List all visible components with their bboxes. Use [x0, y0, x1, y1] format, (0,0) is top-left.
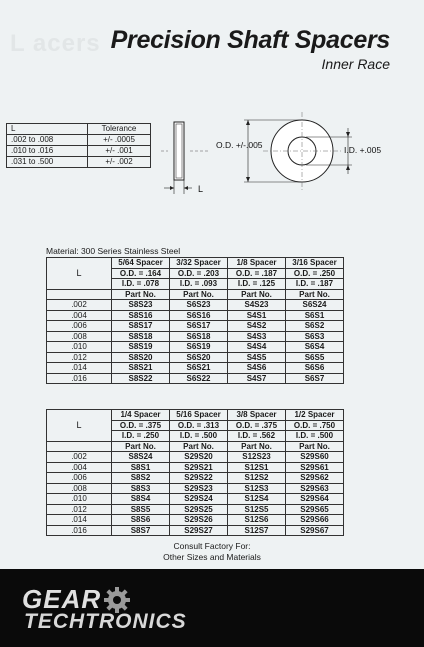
- table-row: [47, 483, 344, 494]
- part-number: S8S21: [112, 363, 170, 374]
- table-row: [47, 373, 344, 384]
- part-number: S6S17: [170, 321, 228, 332]
- od-value: O.D. = .313: [170, 420, 228, 431]
- part-number: S6S6: [286, 363, 344, 374]
- part-number: S29S67: [286, 525, 344, 536]
- part-number: S6S4: [286, 342, 344, 353]
- part-number: S6S18: [170, 331, 228, 342]
- part-number: S29S22: [170, 473, 228, 484]
- part-number: S29S26: [170, 515, 228, 526]
- part-number: S12S4: [228, 494, 286, 505]
- tolerance-value: +/- .002: [88, 157, 151, 168]
- part-number: S29S20: [170, 452, 228, 463]
- part-number: S29S66: [286, 515, 344, 526]
- table-row: [47, 310, 344, 321]
- part-number: S4S1: [228, 310, 286, 321]
- part-number: S8S24: [112, 452, 170, 463]
- part-number: S6S2: [286, 321, 344, 332]
- id-dimension-label: I.D. +.005: [344, 145, 382, 155]
- part-number: S6S5: [286, 352, 344, 363]
- tolerance-range: .031 to .500: [7, 157, 88, 168]
- part-no-header: Part No.: [228, 289, 286, 300]
- l-dimension-label: L: [198, 184, 204, 194]
- l-value: .012: [47, 352, 112, 363]
- tolerance-header-row: [7, 124, 151, 135]
- table-row: [47, 352, 344, 363]
- l-value: .010: [47, 342, 112, 353]
- part-number: S6S24: [286, 300, 344, 311]
- part-number: S6S1: [286, 310, 344, 321]
- consult-note: [0, 541, 424, 563]
- l-value: .008: [47, 331, 112, 342]
- part-number: S8S3: [112, 483, 170, 494]
- table-row: [47, 363, 344, 374]
- tolerance-row: [7, 157, 151, 168]
- part-number: S6S21: [170, 363, 228, 374]
- part-number: S8S1: [112, 462, 170, 473]
- part-number: S8S20: [112, 352, 170, 363]
- tolerance-header-l: L: [7, 124, 88, 135]
- part-number: S4S6: [228, 363, 286, 374]
- l-column-header: L: [47, 258, 112, 290]
- part-number: S29S64: [286, 494, 344, 505]
- spacer-size-header: 3/8 Spacer: [228, 410, 286, 421]
- part-number: S6S20: [170, 352, 228, 363]
- spacer-size-header: 1/2 Spacer: [286, 410, 344, 421]
- consult-line: Consult Factory For:: [173, 541, 251, 551]
- part-number: S4S4: [228, 342, 286, 353]
- od-value: O.D. = .250: [286, 268, 344, 279]
- spacer-table-1: [46, 257, 344, 384]
- od-value: O.D. = .375: [228, 420, 286, 431]
- l-value: .006: [47, 473, 112, 484]
- consult-line: Other Sizes and Materials: [163, 552, 261, 562]
- logo-techtronics-text: TECHTRONICS: [24, 610, 187, 633]
- part-number: S12S2: [228, 473, 286, 484]
- page-title: Precision Shaft Spacers: [110, 26, 390, 54]
- part-no-header: Part No.: [170, 289, 228, 300]
- od-dimension-label: O.D. +/-.005: [216, 140, 263, 150]
- tolerance-value: +/- .001: [88, 146, 151, 157]
- spacer-front-view: [216, 112, 381, 192]
- material-note: Material: 300 Series Stainless Steel: [46, 246, 181, 256]
- part-number: S4S2: [228, 321, 286, 332]
- od-value: O.D. = .164: [112, 268, 170, 279]
- tolerance-range: .010 to .016: [7, 146, 88, 157]
- part-number: S12S23: [228, 452, 286, 463]
- part-number: S6S22: [170, 373, 228, 384]
- part-number: S12S3: [228, 483, 286, 494]
- l-value: .012: [47, 504, 112, 515]
- tolerance-range: .002 to .008: [7, 135, 88, 146]
- part-number: S8S23: [112, 300, 170, 311]
- spacer-size-header: 1/8 Spacer: [228, 258, 286, 269]
- l-value: .004: [47, 310, 112, 321]
- part-number: S8S2: [112, 473, 170, 484]
- spacer-diagram: [160, 110, 410, 200]
- part-number: S8S17: [112, 321, 170, 332]
- part-number: S4S5: [228, 352, 286, 363]
- spacer-table-2: [46, 409, 344, 536]
- tolerance-table: [6, 123, 151, 168]
- l-column-header: L: [47, 410, 112, 442]
- part-number: S12S6: [228, 515, 286, 526]
- footer-banner: [0, 569, 424, 647]
- spacer-header-row: [47, 258, 344, 269]
- spacer-size-header: 5/16 Spacer: [170, 410, 228, 421]
- id-value: I.D. = .250: [112, 431, 170, 442]
- page-subtitle: Inner Race: [321, 56, 390, 72]
- l-value: .008: [47, 483, 112, 494]
- table-row: [47, 525, 344, 536]
- table-row: [47, 342, 344, 353]
- part-number: S4S23: [228, 300, 286, 311]
- part-number: S4S7: [228, 373, 286, 384]
- table-row: [47, 494, 344, 505]
- l-value: .014: [47, 515, 112, 526]
- table-row: [47, 462, 344, 473]
- tolerance-row: [7, 135, 151, 146]
- part-number: S8S7: [112, 525, 170, 536]
- part-number: S6S7: [286, 373, 344, 384]
- part-number: S29S65: [286, 504, 344, 515]
- tolerance-row: [7, 146, 151, 157]
- id-value: I.D. = .078: [112, 279, 170, 290]
- part-number: S12S7: [228, 525, 286, 536]
- table-row: [47, 321, 344, 332]
- empty-cell: [47, 441, 112, 452]
- part-number: S29S60: [286, 452, 344, 463]
- l-value: .006: [47, 321, 112, 332]
- spacer-size-header: 3/32 Spacer: [170, 258, 228, 269]
- od-value: O.D. = .187: [228, 268, 286, 279]
- part-number: S8S19: [112, 342, 170, 353]
- part-number: S29S25: [170, 504, 228, 515]
- table-row: [47, 504, 344, 515]
- part-number: S29S27: [170, 525, 228, 536]
- part-number: S8S5: [112, 504, 170, 515]
- l-value: .016: [47, 373, 112, 384]
- logo-gear-text: GEAR: [22, 584, 102, 614]
- l-value: .002: [47, 300, 112, 311]
- l-value: .010: [47, 494, 112, 505]
- id-value: I.D. = .562: [228, 431, 286, 442]
- part-number: S29S24: [170, 494, 228, 505]
- part-number: S29S62: [286, 473, 344, 484]
- table-row: [47, 331, 344, 342]
- id-value: I.D. = .125: [228, 279, 286, 290]
- part-no-header: Part No.: [286, 441, 344, 452]
- part-number: S6S23: [170, 300, 228, 311]
- part-no-header: Part No.: [170, 441, 228, 452]
- part-no-header: Part No.: [286, 289, 344, 300]
- spacer-size-header: 1/4 Spacer: [112, 410, 170, 421]
- background-ghost-text: L acers: [10, 30, 101, 57]
- empty-cell: [47, 289, 112, 300]
- part-number: S8S18: [112, 331, 170, 342]
- id-value: I.D. = .093: [170, 279, 228, 290]
- table-row: [47, 473, 344, 484]
- part-number: S6S16: [170, 310, 228, 321]
- part-number: S29S23: [170, 483, 228, 494]
- part-no-header: Part No.: [228, 441, 286, 452]
- od-value: O.D. = .203: [170, 268, 228, 279]
- part-no-header-row: [47, 441, 344, 452]
- l-value: .014: [47, 363, 112, 374]
- part-number: S8S16: [112, 310, 170, 321]
- spacer-header-row: [47, 410, 344, 421]
- spacer-size-header: 3/16 Spacer: [286, 258, 344, 269]
- od-value: O.D. = .375: [112, 420, 170, 431]
- id-value: I.D. = .187: [286, 279, 344, 290]
- table-row: [47, 515, 344, 526]
- part-no-header-row: [47, 289, 344, 300]
- tolerance-header-tolerance: Tolerance: [88, 124, 151, 135]
- part-no-header: Part No.: [112, 441, 170, 452]
- part-number: S8S22: [112, 373, 170, 384]
- part-number: S12S5: [228, 504, 286, 515]
- part-number: S6S19: [170, 342, 228, 353]
- l-value: .016: [47, 525, 112, 536]
- table-row: [47, 452, 344, 463]
- l-value: .004: [47, 462, 112, 473]
- part-number: S4S3: [228, 331, 286, 342]
- id-value: I.D. = .500: [286, 431, 344, 442]
- l-value: .002: [47, 452, 112, 463]
- part-number: S8S4: [112, 494, 170, 505]
- part-number: S29S63: [286, 483, 344, 494]
- table-row: [47, 300, 344, 311]
- part-number: S29S21: [170, 462, 228, 473]
- spacer-side-view: [160, 122, 208, 194]
- od-value: O.D. = .750: [286, 420, 344, 431]
- part-number: S29S61: [286, 462, 344, 473]
- part-no-header: Part No.: [112, 289, 170, 300]
- part-number: S12S1: [228, 462, 286, 473]
- tolerance-value: +/- .0005: [88, 135, 151, 146]
- id-value: I.D. = .500: [170, 431, 228, 442]
- part-number: S6S3: [286, 331, 344, 342]
- spacer-size-header: 5/64 Spacer: [112, 258, 170, 269]
- part-number: S8S6: [112, 515, 170, 526]
